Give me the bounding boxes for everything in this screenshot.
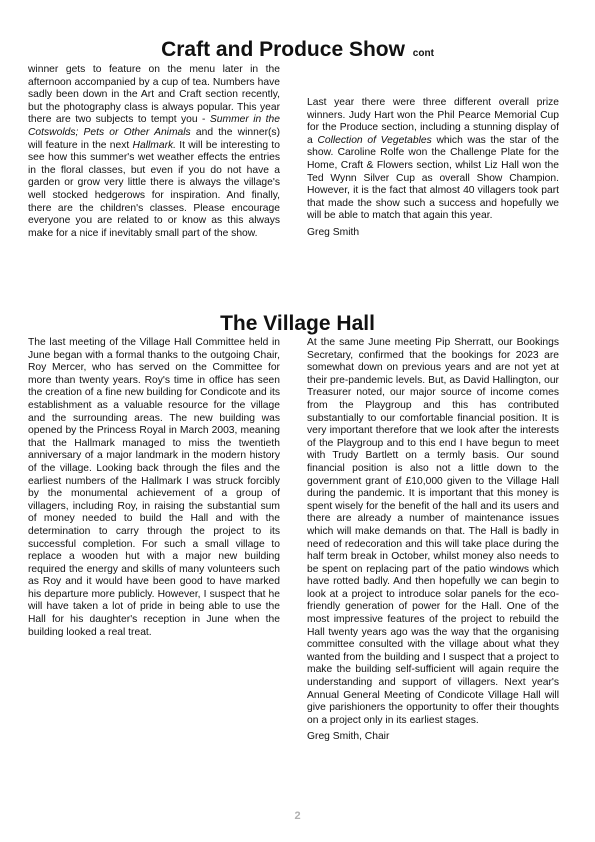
collection-name: Collection of Vegetables — [317, 134, 432, 146]
hall-paragraph-2: At the same June meeting Pip Sherratt, our Bookings Secretary, confirmed that the bookings for 2023 are somewhat down on previous years and are not yet at their pre-pandemic levels. But, as David Hallington, our Treasurer noted, our major source of income comes from the Playgroup and this has contributed substantially to our comfortable financial position. It is very important therefore that we look after the interests of the Playgroup and to this end I have begun to meet with Trudy Bartlett on a termly basis. Our sound financial position is also not a little down to the government grant of £10,000 given to the Village Hall during the pandemic. It is important that this money is spent wisely for the benefit of the hall and its users and there are already a number of maintenance issues which will make demands on that. The Hall is badly in need of redecoration and this will take place during the half term break in October, whilst money also needs to be spent on replacing part of the patio windows which have rotted badly. And then hopefully we can begin to look at a project to introduce solar panels for the eco-friendly generation of power for the Hall. One of the most impressive features of the project to rebuild the Hall twenty years ago was the way that the organising committee consulted with the village about what they wanted from the building and I suspect that a project to make the building self-sufficient will again require the understanding and support of villagers. Next year's Annual General Meeting of Condicote Village Hall will give parishioners the opportunity to offer their thoughts on a project only in its earliest stages. — [307, 337, 559, 726]
craft-text: and the winner(s) will feature in the next — [28, 126, 280, 151]
craft-text: which was the star of the show. Caroline Rolfe won the Challenge Plate for the Home, Craft & Flowers section, whilst Liz Hall won the Ted Wynn Silver Cup as overall Show Champion. However, it is the fact that almost 40 villagers took part that made the show such a success and hopefully we will be able to match that again this year. — [307, 134, 559, 222]
craft-show-title-text: Craft and Produce Show — [161, 38, 405, 61]
hall-signature: Greg Smith, Chair — [307, 731, 390, 743]
hall-paragraph-1: The last meeting of the Village Hall Committee held in June began with a formal thanks to the outgoing Chair, Roy Mercer, who has served on the Committee for more than twenty years. Roy's time in office has seen the creation of a fine new building for Condicote and its establishment as a valuable resource for the village and the surrounding areas. The new building was opened by the Princess Royal in March 2003, meaning that the Hallmark managed to miss the twentieth anniversary of a major landmark in the modern history of the village. Looking back through the files and the earliest numbers of the Hallmark I was struck forcibly by the monumental achievement of a group of villagers, including Roy, in raising the substantial sum of money needed to build the Hall and with the determination to carry through the project to its successful completion. For such a small village to replace a wooden hut with a major new building required the energy and skills of many volunteers such as Roy and it would have been good to have marked his departure more publicly. However, I suspect that he will have taken a lot of pride in being able to use the Hall for his daughter's reception in June when the building looked a real treat. — [28, 337, 280, 638]
village-hall-title: The Village Hall — [220, 312, 375, 335]
craft-text: It will be interesting to see how this summer's wet weather effects the entries in the floral classes, but even if you do not have a garden or grow very little there is always the village's well stocked hedgerows for inspiration. And finally, there are the children's classes. Please encourage everyone you are related to or know as this always make for a nice if inevitably small part of the show. — [28, 139, 280, 239]
craft-right-column-body — [307, 97, 559, 244]
craft-signature: Greg Smith — [307, 226, 360, 238]
photo-subjects: Summer in the Cotswolds; Pets or Other Animals — [28, 114, 280, 138]
hall-right-column — [307, 337, 559, 748]
craft-show-title — [0, 38, 595, 66]
craft-paragraph-1 — [28, 64, 280, 240]
page-number: 2 — [294, 810, 301, 822]
continued-label: cont — [412, 48, 434, 59]
craft-text: winner gets to feature on the menu later in the afternoon accompanied by a cup of tea. Numbers have sadly been down in the Art and Craft section recently, but the photography class is always popular. This year there are two subjects to tempt you - — [28, 64, 280, 126]
hallmark-name: Hallmark. — [132, 139, 177, 151]
craft-text: Last year there were three different overall prize winners. Judy Hart won the Phil Pearce Memorial Cup for the Produce section, including a stunning display of a — [307, 97, 559, 146]
craft-left-column — [28, 64, 280, 244]
hall-left-column — [28, 337, 280, 643]
craft-paragraph-2 — [307, 97, 559, 223]
